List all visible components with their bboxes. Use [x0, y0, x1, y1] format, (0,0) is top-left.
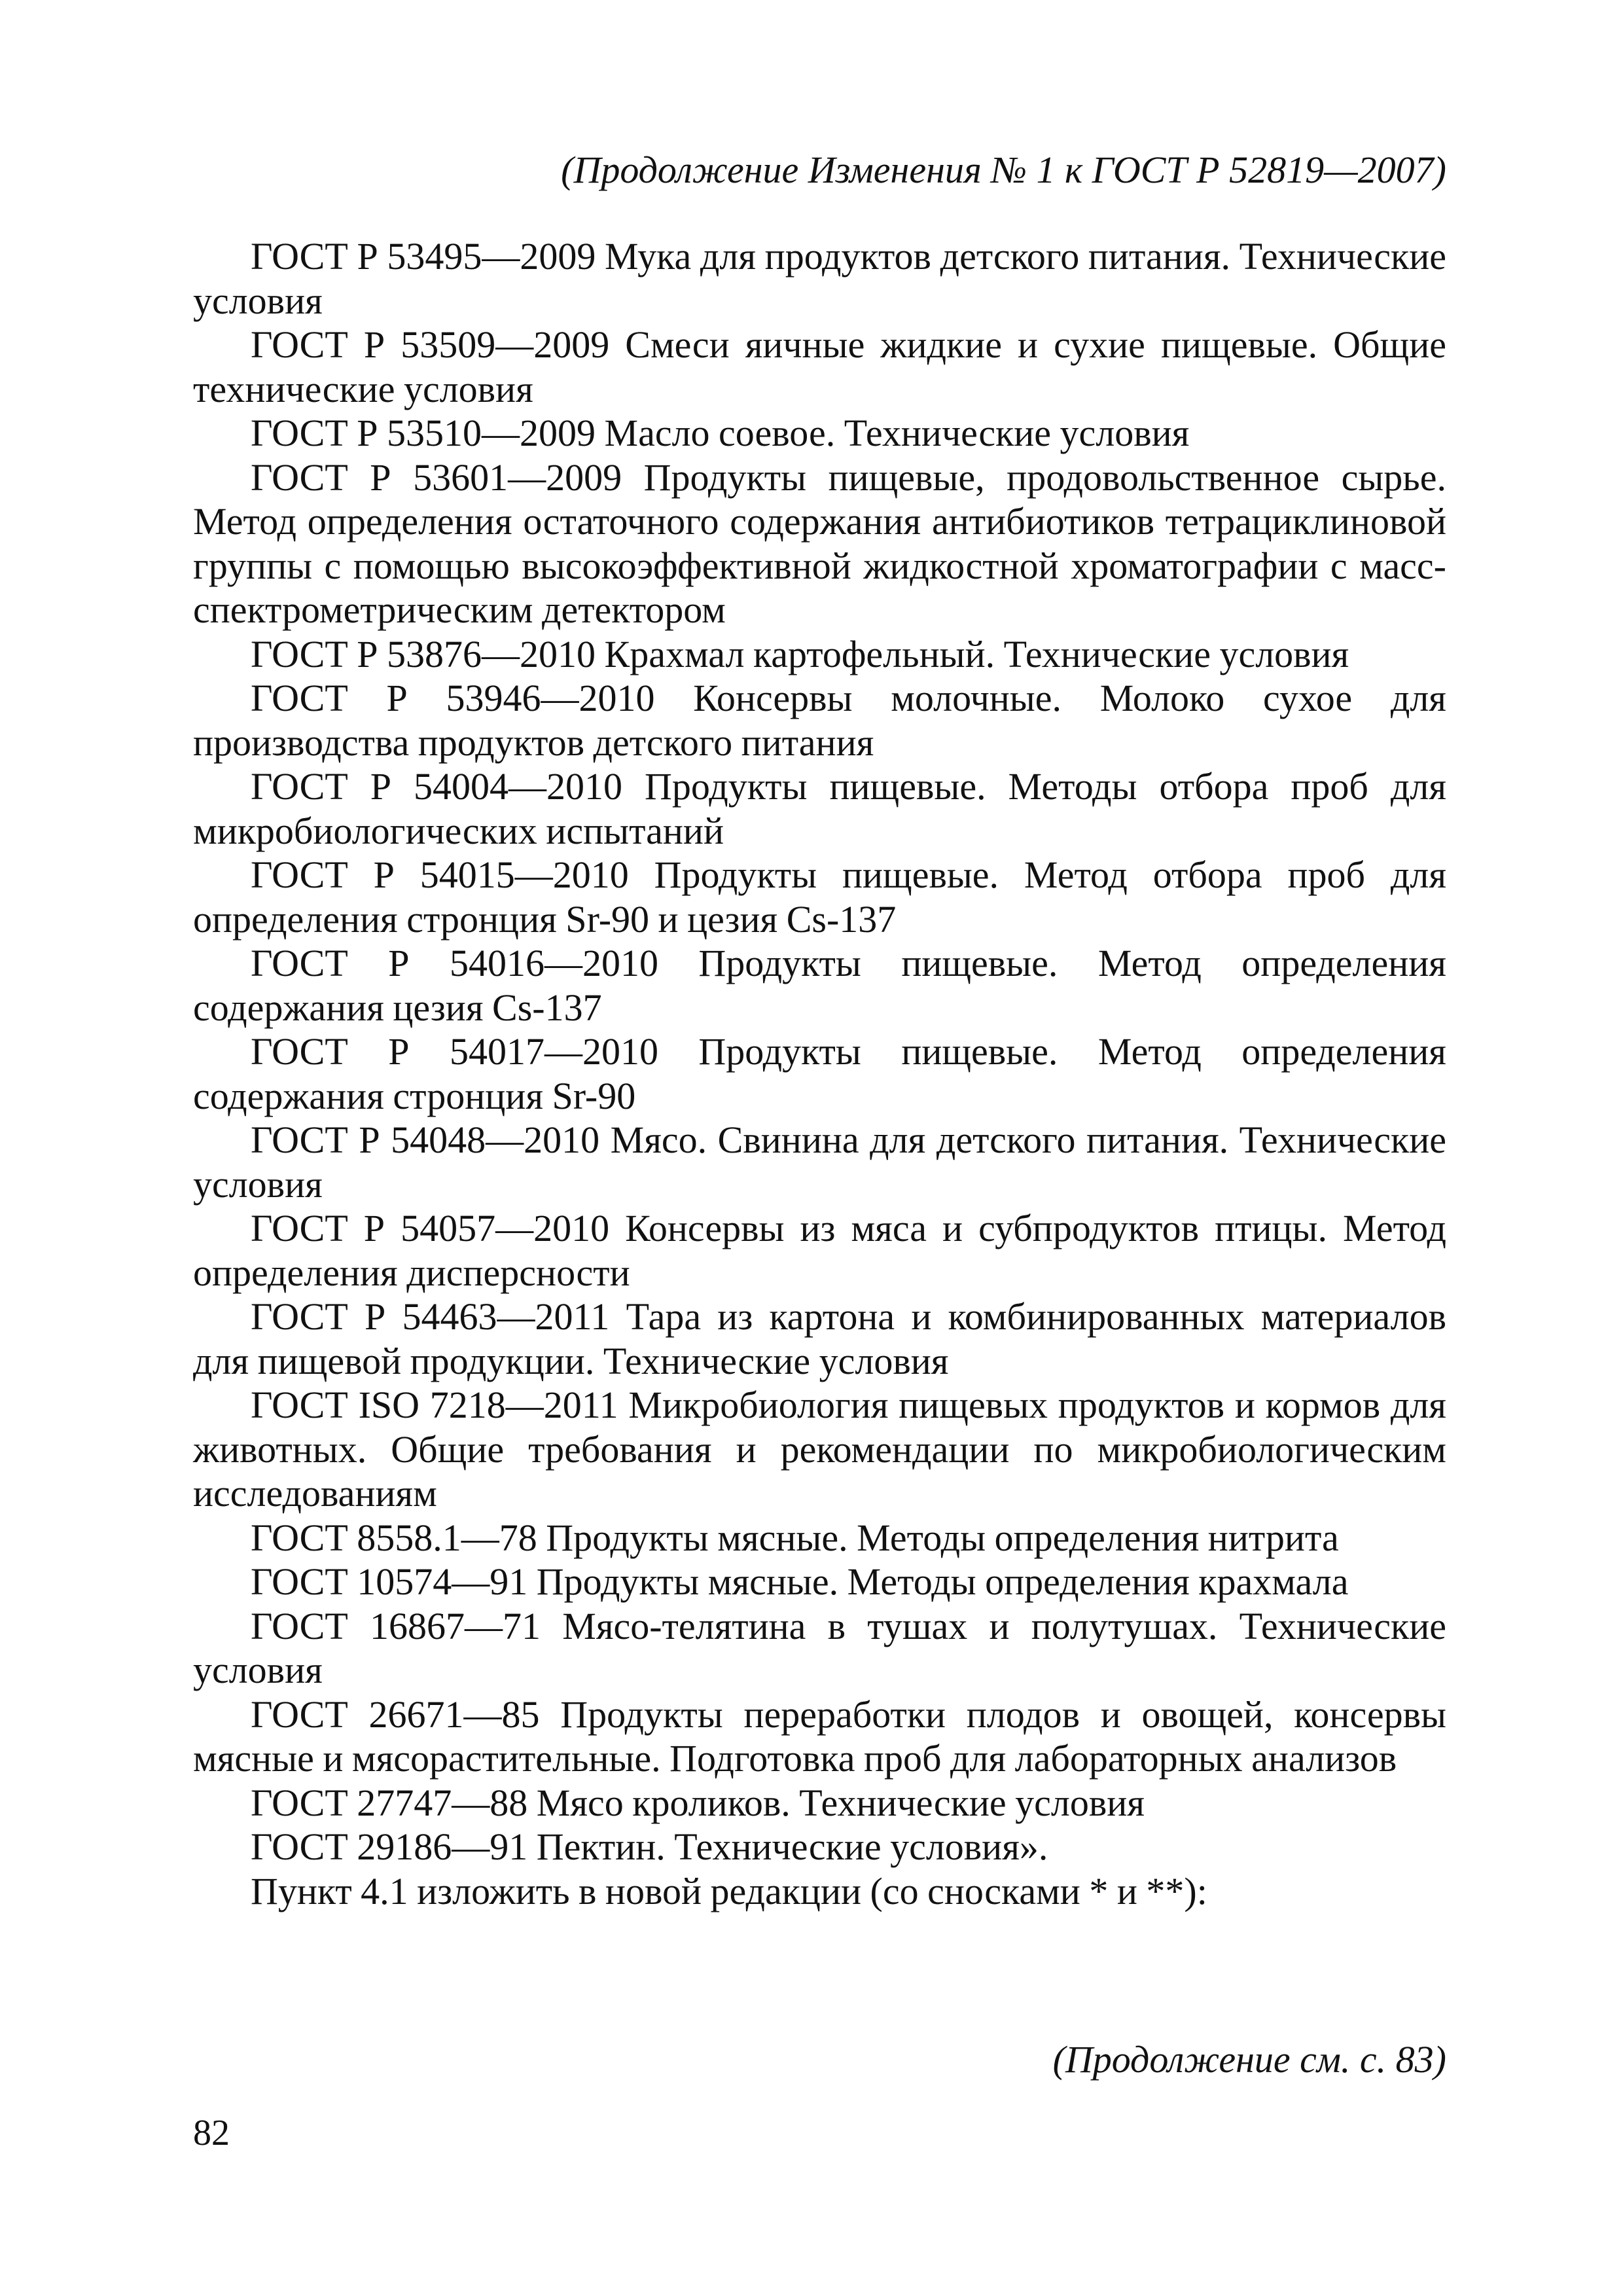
paragraph: ГОСТ Р 54016—2010 Продукты пищевые. Метод определения содержания цезия Cs-137	[193, 942, 1446, 1029]
paragraph: ГОСТ Р 53876—2010 Крахмал картофельный. Технические условия	[251, 632, 1349, 675]
paragraph: ГОСТ Р 54057—2010 Консервы из мяса и субпродуктов птицы. Метод определения дисперсности	[193, 1207, 1446, 1294]
paragraph: ГОСТ Р 54463—2011 Тара из картона и комбинированных материалов для пищевой продукции. Технические условия	[193, 1295, 1446, 1382]
paragraph: ГОСТ Р 53510—2009 Масло соевое. Технические условия	[251, 412, 1190, 454]
paragraph: ГОСТ 10574—91 Продукты мясные. Методы определения крахмала	[251, 1560, 1349, 1603]
paragraph: ГОСТ Р 54017—2010 Продукты пищевые. Метод определения содержания стронция Sr-90	[193, 1030, 1446, 1117]
paragraph: ГОСТ 29186—91 Пектин. Технические условия».	[251, 1825, 1048, 1868]
paragraph: ГОСТ 8558.1—78 Продукты мясные. Методы определения нитрита	[251, 1516, 1339, 1559]
paragraph: ГОСТ Р 54015—2010 Продукты пищевые. Метод отбора проб для определения стронция Sr-90 и цезия Cs-137	[193, 853, 1446, 941]
paragraph: ГОСТ Р 54048—2010 Мясо. Свинина для детского питания. Технические условия	[193, 1119, 1446, 1206]
paragraph: ГОСТ 27747—88 Мясо кроликов. Технические условия	[251, 1781, 1145, 1824]
paragraph: Пункт 4.1 изложить в новой редакции (со сносками * и **):	[251, 1869, 1207, 1912]
page-number: 82	[193, 2113, 230, 2153]
paragraph: ГОСТ 26671—85 Продукты переработки плодов и овощей, консервы мясные и мясорастительные. Подготовка проб для лабораторных анализов	[193, 1693, 1446, 1780]
document-body	[193, 234, 1446, 1913]
paragraph: ГОСТ Р 54004—2010 Продукты пищевые. Методы отбора проб для микробиологических испытаний	[193, 765, 1446, 852]
paragraph: ГОСТ 16867—71 Мясо-телятина в тушах и полутушах. Технические условия	[193, 1604, 1446, 1691]
paragraph: ГОСТ Р 53946—2010 Консервы молочные. Молоко сухое для производства продуктов детского питания	[193, 677, 1446, 764]
paragraph: ГОСТ Р 53509—2009 Смеси яичные жидкие и сухие пищевые. Общие технические условия	[193, 323, 1446, 410]
running-header: (Продолжение Изменения № 1 к ГОСТ Р 52819—2007)	[561, 149, 1446, 191]
paragraph: ГОСТ ISO 7218—2011 Микробиология пищевых продуктов и кормов для животных. Общие требования и рекомендации по микробиологическим исследованиям	[193, 1384, 1446, 1515]
paragraph: ГОСТ Р 53601—2009 Продукты пищевые, продовольственное сырье. Метод определения остаточного содержания антибиотиков тетрациклиновой группы с помощью высокоэффективной жидкостной хроматографии с масс-спектрометрическим детектором	[193, 456, 1446, 631]
continuation-note: (Продолжение см. с. 83)	[1052, 2038, 1446, 2081]
paragraph: ГОСТ Р 53495—2009 Мука для продуктов детского питания. Технические условия	[193, 235, 1446, 322]
